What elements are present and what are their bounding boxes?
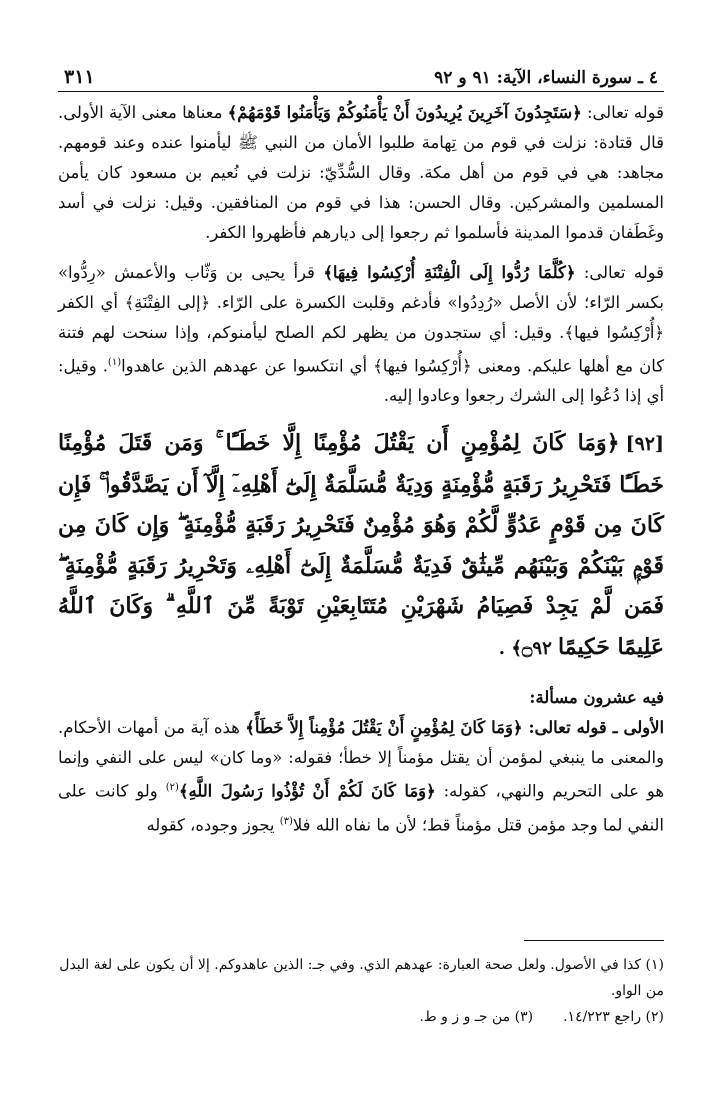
verse-text: ﴿وَمَا كَانَ لِمُؤْمِنٍ أَن يَقْتُلَ مُؤْمِنًا إِلَّا خَطَـًٔا ۚ وَمَن قَتَلَ مُؤْمِنًا خَطَـًٔا فَتَحْرِيرُ رَقَبَةٍ مُّؤْمِنَةٍ وَدِيَةٌ مُّسَلَّمَةٌ إِلَىٰٓ أَهْلِهِۦٓ إِلَّآ أَن يَصَّدَّقُوا۟ ۚ فَإِن كَانَ مِن قَوْمٍ عَدُوٍّ لَّكُمْ وَهُوَ مُؤْمِنٌ فَتَحْرِيرُ رَقَبَةٍ مُّؤْمِنَةٍ ۖ وَإِن كَانَ مِن قَوْمٍۭ بَيْنَكُمْ وَبَيْنَهُم مِّيثَٰقٌ فَدِيَةٌ مُّسَلَّمَةٌ إِلَىٰٓ أَهْلِهِۦ وَتَحْرِيرُ رَقَبَةٍ مُّؤْمِنَةٍ ۖ فَمَن لَّمْ يَجِدْ فَصِيَامُ شَهْرَيْنِ مُتَتَابِعَيْنِ تَوْبَةً مِّنَ ٱللَّهِ ۗ وَكَانَ ٱللَّهُ عَلِيمًا حَكِيمًا <box>58 430 664 660</box>
page-number: ٣١١ <box>64 66 95 88</box>
page-header <box>58 52 664 92</box>
footnote-ref-1: (١) <box>107 357 122 368</box>
lead-text: قوله تعالى: <box>575 263 664 282</box>
footnote-1: (١) كذا في الأصول. ولعل صحة العبارة: عهدهم الذي. وفي جـ: الذين عاهدوكم. إلا أن يكون على لغة البدل من الواو. <box>59 957 664 999</box>
commentary-text: هذه آية من أمهات الأحكام. والمعنى ما ينبغي لمؤمن أن يقتل مؤمناً إلا خطأ؛ فقوله: «وما كان» ليس على النفي وإنما هو على التحريم والنهي، كقوله: <box>58 718 664 801</box>
footnote-ref-3: (٣) <box>279 815 293 827</box>
paragraph-verse-91b <box>58 258 664 411</box>
running-title: ٤ ـ سورة النساء، الآية: ٩١ و ٩٢ <box>434 68 658 88</box>
quran-quote: ﴿كُلَّمَا رُدُّوا إِلَى الْفِتْنَةِ أُرْكِسُوا فِيهَا﴾ <box>323 263 576 282</box>
commentary-text: يجوز وجوده، كقوله <box>146 815 280 835</box>
commentary-text: ولو كانت على النفي لما وجد مؤمن قتل مؤمناً قط؛ لأن ما نفاه الله فلا <box>58 781 664 835</box>
ayah-end-mark: ۝٩٢﴾ . <box>498 637 559 659</box>
paragraph-issue-1 <box>58 713 664 840</box>
quran-quote: ﴿سَتَجِدُونَ آخَرِينَ يُرِيدُونَ أَنْ يَأْمَنُوكُمْ وَيَأْمَنُوا قَوْمَهُمْ﴾ <box>227 103 582 122</box>
footnote-2: (٢) راجع ١٤/٢٢٣. <box>563 1009 664 1025</box>
commentary-text: معناها معنى الآية الأولى. قال قتادة: نزلت في قوم من تِهامة طلبوا الأمان من النبي ﷺ ليأمنوا عنده وعند قومهم. مجاهد: هي في قوم من أهل مكة. وقال السُّدِّيّ: نزلت في نُعيم بن مسعود كان يأمن المسلمين والمشركين. وقال الحسن: هذا في قوم من المنافقين. وقيل: نزلت في أسد وغَطَفان قدموا المدينة فأسلموا ثم رجعوا إلى ديارهم فأظهروا الكفر. <box>58 103 664 242</box>
issue-lead: الأولى ـ قوله تعالى: <box>522 718 665 738</box>
paragraph-verse-91a <box>58 98 664 248</box>
quran-quote: ﴿وَمَا كَانَ لَكُمْ أَنْ تُؤْذُوا رَسُولَ اللَّهِ﴾ <box>178 781 436 801</box>
section-subheading: فيه عشرون مسألة: <box>529 688 664 708</box>
commentary-tail: . وقيل: أي إذا دُعُوا إلى الشرك رجعوا وعادوا إليه. <box>58 356 664 406</box>
book-page <box>58 52 664 1042</box>
footnote-ref-2: (٢) <box>165 782 179 794</box>
page-body <box>58 98 664 840</box>
verse-number: [٩٢] <box>625 433 664 456</box>
footnote-3: (٣) من جـ و ز و ط. <box>419 1009 534 1025</box>
footnotes <box>58 952 664 1030</box>
verse-92 <box>58 423 664 669</box>
footnote-row <box>58 1004 664 1030</box>
footnote-separator <box>524 940 664 941</box>
commentary-text: قرأ يحيى بن وَثّاب والأعمش «رِدُّوا» بكسر الرّاء؛ لأن الأصل «رُدِدُوا» فأدغم وقلبت الكسرة على الرّاء. ﴿إلى الفِتْنَةِ﴾ أي الكفر ﴿أُرْكِسُوا فيها﴾. وقيل: أي ستجدون من يظهر لكم الصلح ليأمنوكم، وإذا سنحت لهم فتنة كان مع أهلها عليكم. ومعنى ﴿أُرْكِسُوا فيها﴾ أي انتكسوا عن عهدهم الذين عاهدوا <box>58 263 664 376</box>
lead-text: قوله تعالى: <box>581 103 664 122</box>
quran-quote: ﴿وَمَا كَانَ لِمُؤْمِنٍ أَنْ يَقْتُلَ مُؤْمِناً إِلاَّ خَطَأً﴾ <box>245 718 523 738</box>
